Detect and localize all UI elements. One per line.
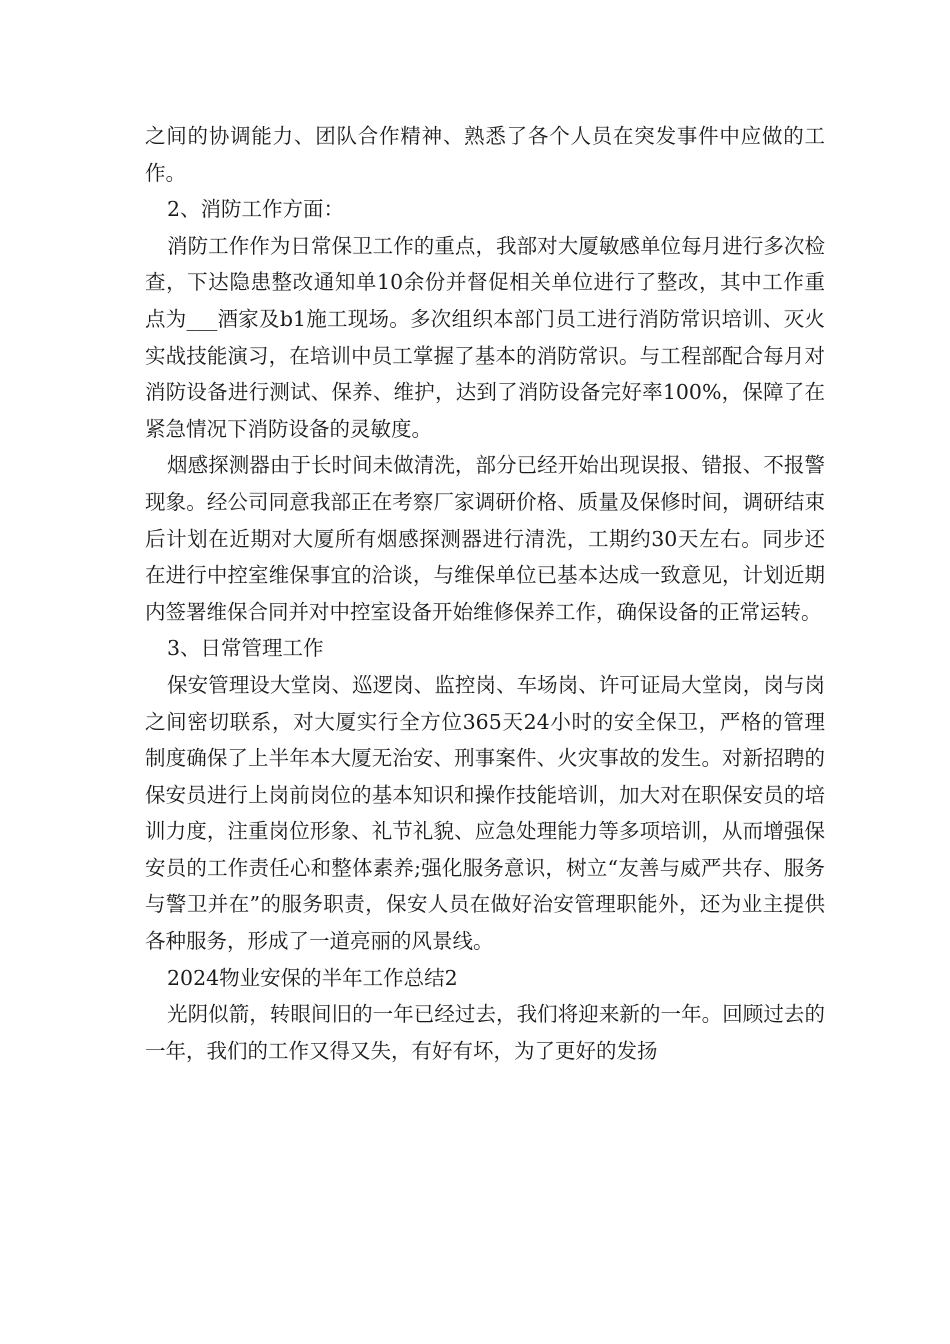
section-heading-fire-safety: 2、消防工作方面： xyxy=(167,197,345,222)
paragraph-intro-2: 光阴似箭，转眼间旧的一年已经过去，我们将迎来新的一年。回顾过去的一年，我们的工作又得又失，有好有坏，为了更好的发扬 xyxy=(145,1002,825,1063)
section-heading-daily-management: 3、日常管理工作 xyxy=(167,636,324,661)
paragraph-fire-safety: 消防工作作为日常保卫工作的重点，我部对大厦敏感单位每月进行多次检查，下达隐患整改通知单10余份并督促相关单位进行了整改，其中工作重点为___酒家及b1施工现场。多次组织本部门员工进行消防常识培训、灭火实战技能演习，在培训中员工掌握了基本的消防常识。与工程部配合每月对消防设备进行测试、保养、维护，达到了消防设备完好率100%，保障了在紧急情况下消防设备的灵敏度。 xyxy=(145,233,825,441)
document-body xyxy=(145,118,825,1069)
document-title-2: 2024物业安保的半年工作总结2 xyxy=(167,965,458,990)
paragraph-continuation: 之间的协调能力、团队合作精神、熟悉了各个人员在突发事件中应做的工作。 xyxy=(145,124,825,185)
paragraph-daily-management: 保安管理设大堂岗、巡逻岗、监控岗、车场岗、许可证局大堂岗，岗与岗之间密切联系，对大厦实行全方位365天24小时的安全保卫，严格的管理制度确保了上半年本大厦无治安、刑事案件、火灾事故的发生。对新招聘的保安员进行上岗前岗位的基本知识和操作技能培训，加大对在职保安员的培训力度，注重岗位形象、礼节礼貌、应急处理能力等多项培训，从而增强保安员的工作责任心和整体素养;强化服务意识，树立“友善与威严共存、服务与警卫并在”的服务职责，保安人员在做好治安管理职能外，还为业主提供各种服务，形成了一道亮丽的风景线。 xyxy=(145,672,825,954)
paragraph-smoke-detectors: 烟感探测器由于长时间未做清洗，部分已经开始出现误报、错报、不报警现象。经公司同意我部正在考察厂家调研价格、质量及保修时间，调研结束后计划在近期对大厦所有烟感探测器进行清洗，工期约30天左右。同步还在进行中控室维保事宜的洽谈，与维保单位已基本达成一致意见，计划近期内签署维保合同并对中控室设备开始维修保养工作，确保设备的正常运转。 xyxy=(145,453,825,624)
